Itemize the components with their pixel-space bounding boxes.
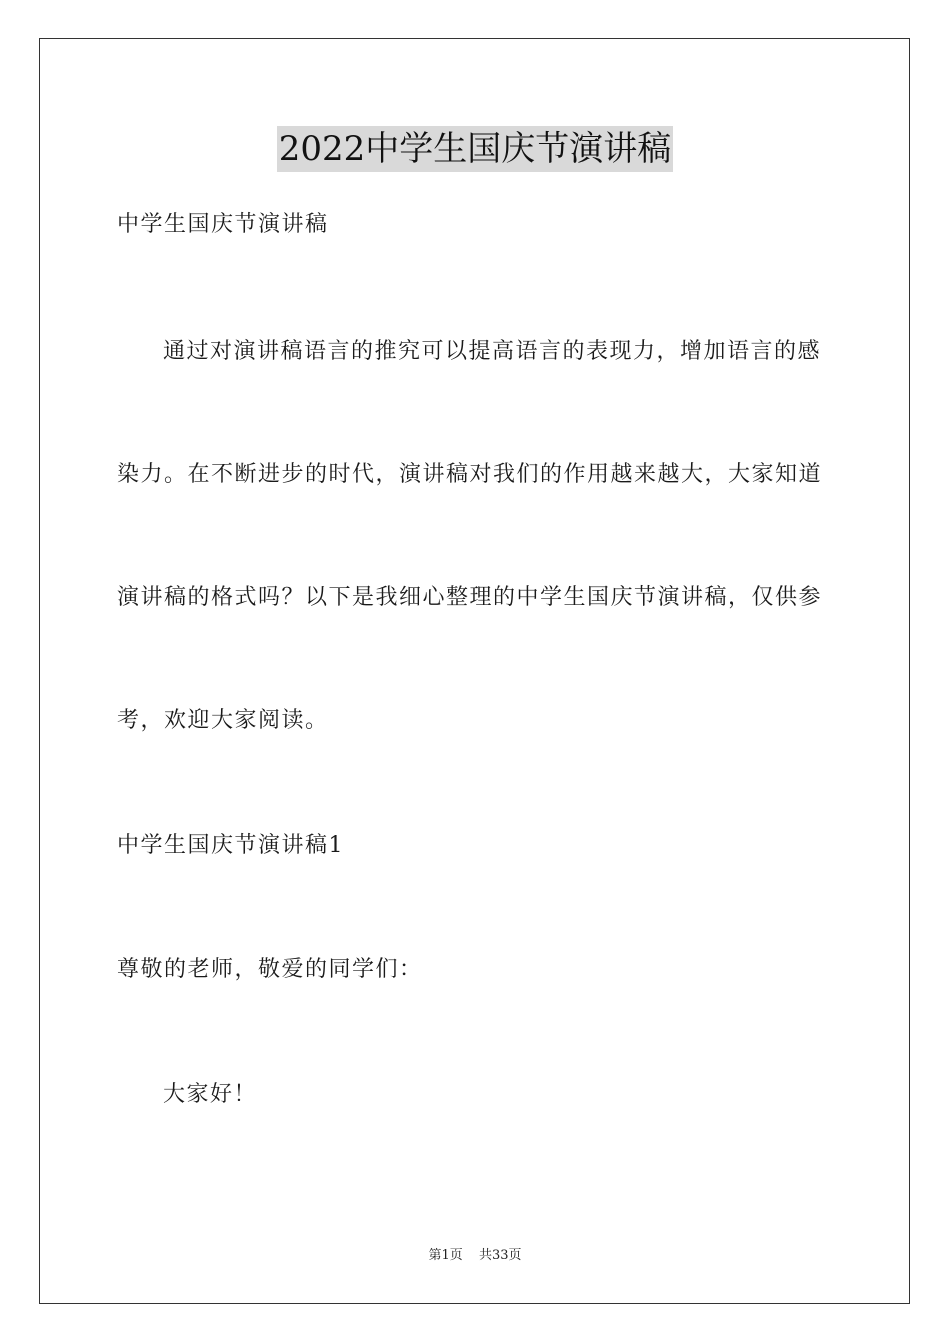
page-footer — [0, 1247, 950, 1265]
total-pages: 共33页 — [478, 1248, 522, 1263]
page-number: 第1页 — [428, 1248, 463, 1263]
greeting: 大家好！ — [163, 1082, 258, 1107]
salutation: 尊敬的老师，敬爱的同学们： — [117, 957, 423, 982]
intro-line: 考，欢迎大家阅读。 — [117, 708, 329, 733]
section-heading: 中学生国庆节演讲稿1 — [117, 833, 344, 858]
intro-line: 通过对演讲稿语言的推究可以提高语言的表现力，增加语言的感 — [163, 339, 822, 364]
intro-line: 演讲稿的格式吗？以下是我细心整理的中学生国庆节演讲稿，仅供参 — [117, 585, 823, 610]
title-container — [0, 126, 950, 172]
document-title: 2022中学生国庆节演讲稿 — [277, 126, 674, 172]
intro-line: 染力。在不断进步的时代，演讲稿对我们的作用越来越大，大家知道 — [117, 462, 823, 487]
document-subtitle: 中学生国庆节演讲稿 — [117, 212, 329, 237]
